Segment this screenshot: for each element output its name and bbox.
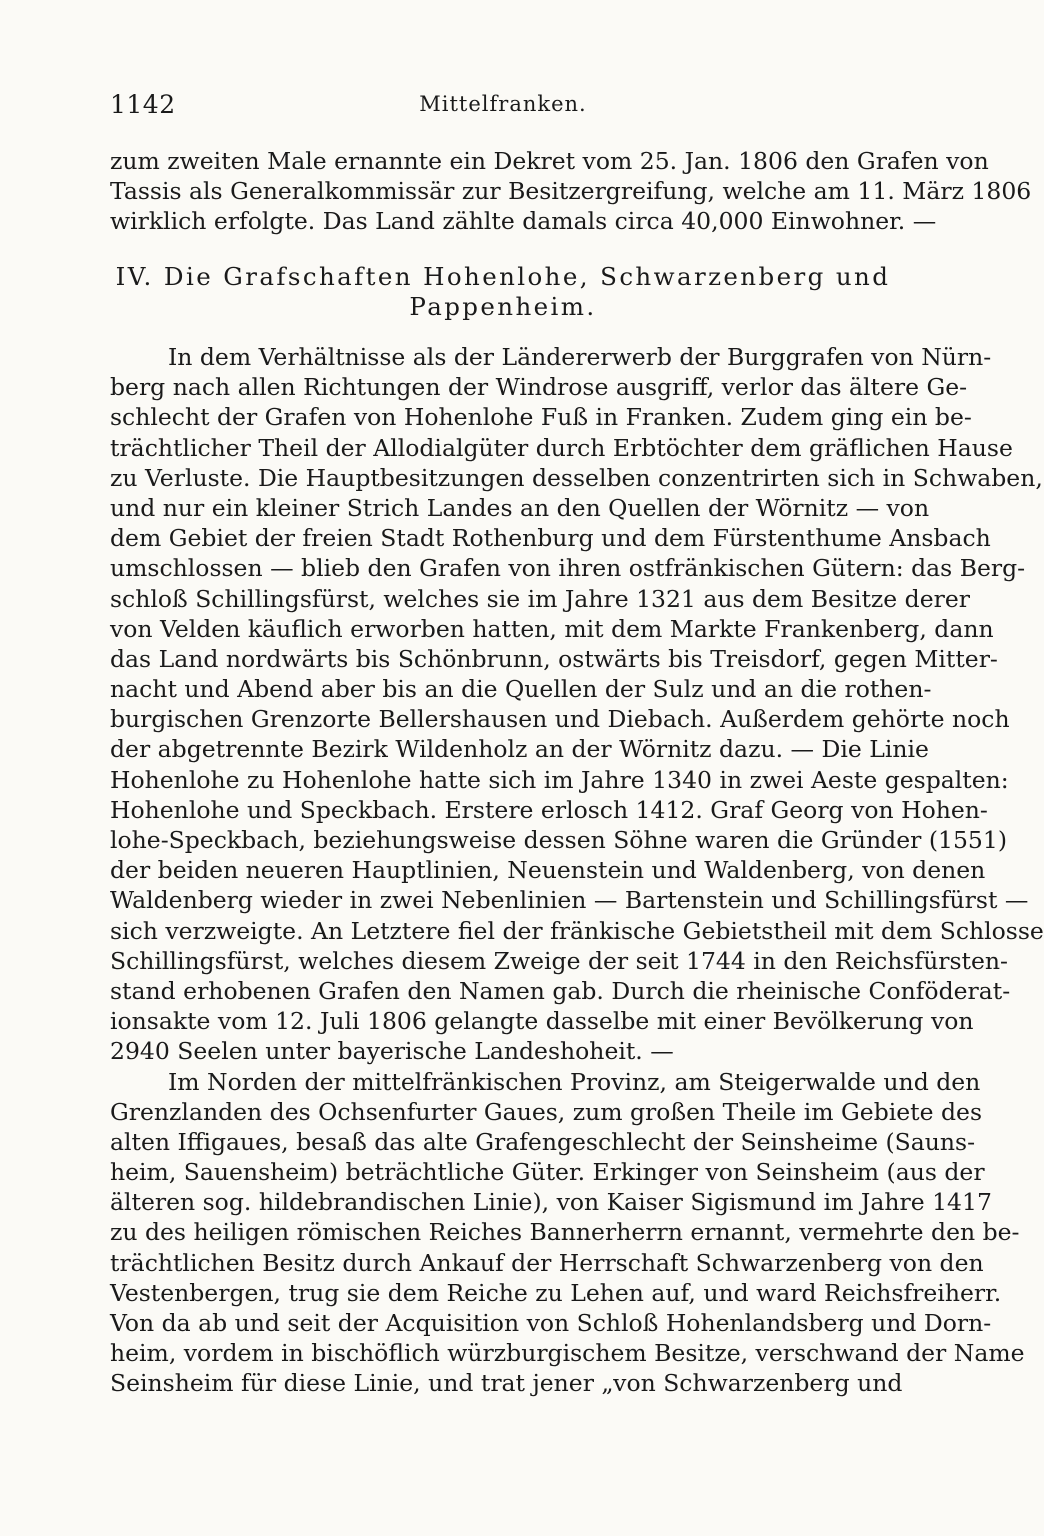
text-line: trächtlichen Besitz durch Ankauf der Herrschaft Schwarzenberg von den [110, 1248, 984, 1277]
intro-paragraph [110, 146, 1032, 237]
page-header [110, 90, 896, 130]
text-line: Hohenlohe zu Hohenlohe hatte sich im Jahre 1340 in zwei Aeste gespalten: [110, 765, 1009, 794]
text-line: heim, Sauensheim) beträchtliche Güter. Erkinger von Seinsheim (aus der [110, 1158, 985, 1187]
text-line: burgischen Grenzorte Bellershausen und Diebach. Außerdem gehörte noch [110, 705, 1010, 734]
running-head: Mittelfranken. [419, 92, 587, 116]
text-line: Hohenlohe und Speckbach. Erstere erlosch 1412. Graf Georg von Hohen- [110, 795, 988, 824]
text-line: Im Norden der mittelfränkischen Provinz, am Steigerwalde und den [168, 1067, 981, 1096]
text-line: heim, vordem in bischöflich würzburgischem Besitze, verschwand der Name [110, 1339, 1025, 1368]
text-line: von Velden käuflich erworben hatten, mit dem Markte Frankenberg, dann [110, 614, 994, 643]
text-line: alten Iffigaues, besaß das alte Grafengeschlecht der Seinsheime (Sauns- [110, 1127, 976, 1156]
text-line: In dem Verhältnisse als der Ländererwerb der Burggrafen von Nürn- [168, 343, 992, 371]
text-line: Von da ab und seit der Acquisition von Schloß Hohenlandsberg und Dorn- [110, 1309, 992, 1337]
text-line: Waldenberg wieder in zwei Nebenlinien — Bartenstein und Schillingsfürst — [110, 886, 1029, 915]
text-line: stand erhobenen Grafen den Namen gab. Durch die rheinische Conföderat- [110, 976, 1011, 1005]
text-line: ionsakte vom 12. Juli 1806 gelangte dasselbe mit einer Bevölkerung von [110, 1007, 974, 1036]
text-line: Grenzlanden des Ochsenfurter Gaues, zum großen Theile im Gebiete des [110, 1097, 983, 1126]
body-text [110, 342, 1044, 1399]
heading-line: Pappenheim. [409, 292, 597, 321]
text-line: sich verzweigte. An Letztere fiel der fränkische Gebietstheil mit dem Schlosse [110, 916, 1044, 945]
text-line: das Land nordwärts bis Schönbrunn, ostwärts bis Treisdorf, gegen Mitter- [110, 644, 998, 673]
text-line: schlecht der Grafen von Hohenlohe Fuß in Franken. Zudem ging ein be- [110, 403, 972, 432]
text-line: der beiden neueren Hauptlinien, Neuenstein und Waldenberg, von denen [110, 856, 986, 885]
text-line: lohe-Speckbach, beziehungsweise dessen Söhne waren die Gründer (1551) [110, 826, 1007, 854]
text-line: nacht und Abend aber bis an die Quellen der Sulz und an die rothen- [110, 675, 932, 704]
text-line: zum zweiten Male ernannte ein Dekret vom 25. Jan. 1806 den Grafen von [110, 147, 989, 175]
text-line: berg nach allen Richtungen der Windrose ausgriff, verlor das ältere Ge- [110, 373, 968, 402]
text-line: 2940 Seelen unter bayerische Landeshoheit. — [110, 1037, 674, 1066]
text-line: dem Gebiet der freien Stadt Rothenburg und dem Fürstenthume Ansbach [110, 524, 991, 553]
text-line: Vestenbergen, trug sie dem Reiche zu Lehen auf, und ward Reichsfreiherr. [110, 1278, 1002, 1307]
text-line: Tassis als Generalkommissär zur Besitzergreifung, welche am 11. März 1806 [110, 177, 1032, 206]
text-line: Schillingsfürst, welches diesem Zweige der seit 1744 in den Reichsfürsten- [110, 946, 1008, 975]
text-line: umschlossen — blieb den Grafen von ihren ostfränkischen Gütern: das Berg- [110, 554, 1026, 583]
text-line: und nur ein kleiner Strich Landes an den Quellen der Wörnitz — von [110, 493, 930, 522]
text-line: Seinsheim für diese Linie, und trat jener „von Schwarzenberg und [110, 1369, 903, 1398]
text-line: älteren sog. hildebrandischen Linie), von Kaiser Sigismund im Jahre 1417 [110, 1188, 992, 1217]
page-number: 1142 [110, 90, 176, 119]
text-line: der abgetrennte Bezirk Wildenholz an der Wörnitz dazu. — Die Linie [110, 735, 929, 764]
text-line: schloß Schillingsfürst, welches sie im Jahre 1321 aus dem Besitze derer [110, 584, 970, 613]
text-line: wirklich erfolgte. Das Land zählte damals circa 40,000 Einwohner. — [110, 207, 937, 236]
section-heading [110, 262, 896, 322]
text-line: zu Verluste. Die Hauptbesitzungen desselben conzentrirten sich in Schwaben, [110, 463, 1043, 492]
text-line: zu des heiligen römischen Reiches Bannerherrn ernannt, vermehrte den be- [110, 1218, 1020, 1247]
text-line: trächtlicher Theil der Allodialgüter durch Erbtöchter dem gräflichen Hause [110, 433, 1013, 462]
heading-line: IV. Die Grafschaften Hohenlohe, Schwarzenberg und [115, 262, 891, 291]
